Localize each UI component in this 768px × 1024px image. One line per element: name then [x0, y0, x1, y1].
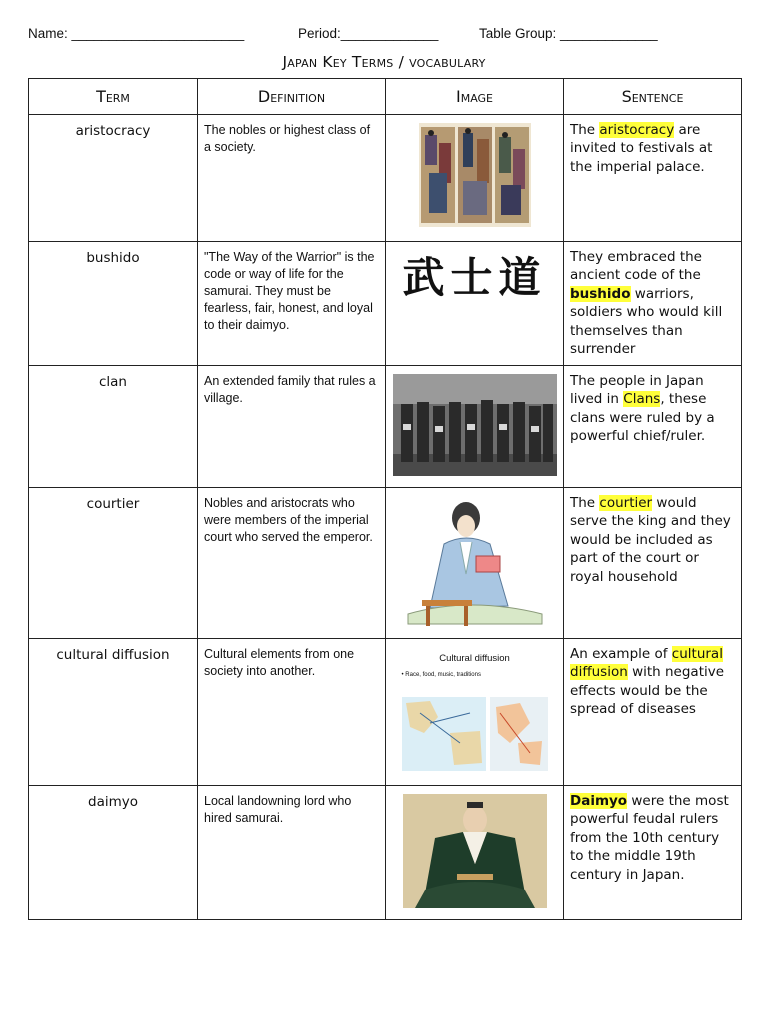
highlighted-term: cultural diffusion — [570, 646, 723, 681]
cultural-diffusion-map-image — [400, 653, 550, 781]
period-field-label: Period:_____________ — [298, 26, 439, 41]
bushido-kanji-text: 武士道 — [402, 253, 547, 302]
sentence-text: , these clans were ruled by a powerful chief/ruler. — [570, 391, 715, 445]
sentence-text: An example of — [570, 646, 672, 662]
image-cell — [386, 786, 564, 920]
term-cell: bushido — [29, 242, 198, 366]
sentence-cell — [564, 786, 742, 920]
bullet-icon: • — [401, 672, 404, 678]
sentence-text: They embraced the ancient code of the — [570, 249, 702, 284]
table-header-row — [29, 79, 742, 115]
table-row — [29, 488, 742, 639]
table-row — [29, 786, 742, 920]
column-header-definition: Definition — [198, 79, 386, 115]
term-cell: aristocracy — [29, 115, 198, 242]
sentence-text: are invited to festivals at the imperial palace. — [570, 122, 713, 175]
highlighted-term: Clans — [623, 391, 661, 408]
sentence-cell — [564, 115, 742, 242]
clan-group-photo-image — [393, 374, 557, 476]
highlighted-term: Daimyo — [570, 793, 628, 809]
definition-cell: The nobles or highest class of a society. — [198, 115, 386, 242]
table-row — [29, 242, 742, 366]
image-cell — [386, 488, 564, 639]
sentence-text: The people in Japan lived in — [570, 373, 704, 408]
table-row — [29, 366, 742, 488]
sentence-cell — [564, 242, 742, 366]
sentence-text: would serve the king and they would be included as part of the court or royal household — [570, 495, 731, 585]
daimyo-portrait-image — [403, 794, 547, 908]
diffusion-slide-bullet: Race, food, music, traditions — [405, 672, 481, 678]
column-header-image: Image — [386, 79, 564, 115]
image-cell — [386, 639, 564, 786]
sentence-text: with negative effects would be the spread of diseases — [570, 664, 725, 718]
column-header-term: Term — [29, 79, 198, 115]
column-header-sentence: Sentence — [564, 79, 742, 115]
highlighted-term: courtier — [599, 495, 653, 511]
sentence-cell — [564, 488, 742, 639]
definition-cell: Nobles and aristocrats who were members of the imperial court who served the emperor. — [198, 488, 386, 639]
bushido-kanji-image — [386, 252, 563, 304]
term-cell: cultural diffusion — [29, 639, 198, 786]
sentence-cell — [564, 639, 742, 786]
highlighted-term: aristocracy — [599, 122, 675, 138]
highlighted-term: bushido — [570, 285, 631, 302]
definition-cell: Cultural elements from one society into another. — [198, 639, 386, 786]
image-cell — [386, 115, 564, 242]
table-row — [29, 115, 742, 242]
table-row — [29, 639, 742, 786]
definition-cell: An extended family that rules a village. — [198, 366, 386, 488]
sentence-text: warriors, soldiers who would kill themselves than surrender — [570, 285, 723, 358]
diffusion-slide-bullet-row — [402, 672, 550, 678]
vocabulary-table — [28, 78, 742, 920]
name-field-label: Name: _______________________ — [28, 26, 245, 41]
term-cell: clan — [29, 366, 198, 488]
japanese-woodblock-print-image — [419, 123, 531, 227]
diffusion-maps — [400, 693, 550, 777]
sentence-cell — [564, 366, 742, 488]
term-cell: courtier — [29, 488, 198, 639]
sentence-text: were the most powerful feudal rulers from the 10th century to the middle 19th century in Japan. — [570, 793, 729, 883]
page-title: Japan Key Terms / vocabulary — [282, 53, 486, 71]
sentence-text: The — [570, 122, 600, 138]
sentence-text: The — [570, 495, 600, 511]
table-group-field-label: Table Group: _____________ — [479, 26, 658, 41]
definition-cell: Local landowning lord who hired samurai. — [198, 786, 386, 920]
definition-cell: "The Way of the Warrior" is the code or way of life for the samurai. They must be fearless, fair, honest, and loyal to their daimyo. — [198, 242, 386, 366]
image-cell — [386, 242, 564, 366]
term-cell: daimyo — [29, 786, 198, 920]
image-cell — [386, 366, 564, 488]
diffusion-slide-title: Cultural diffusion — [439, 653, 510, 664]
courtier-drawing-image — [400, 496, 550, 634]
